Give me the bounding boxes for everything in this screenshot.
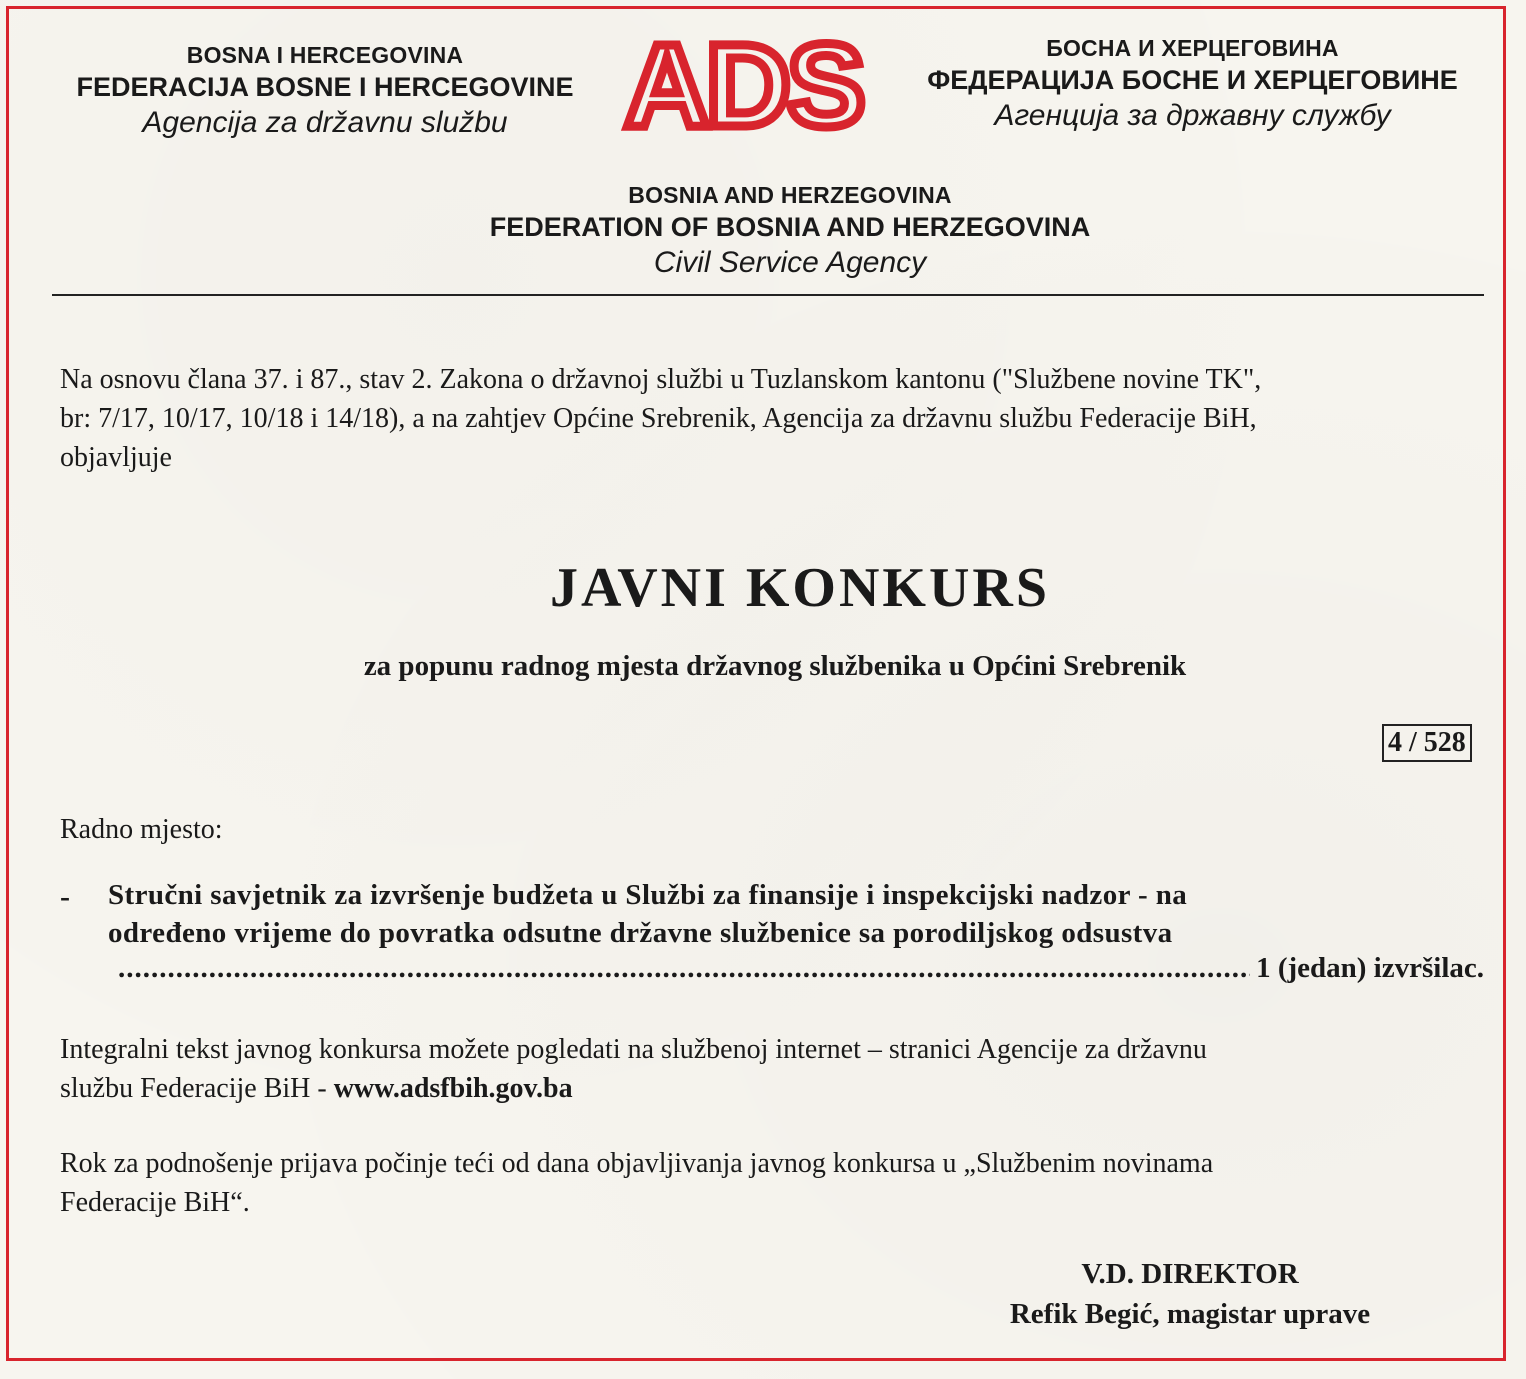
intro-line-1: Na osnovu člana 37. i 87., stav 2. Zakona o državnoj službi u Tuzlanskom kantonu ("Službene novine TK", [60, 364, 1262, 395]
position-label: Radno mjesto: [60, 814, 223, 845]
header-latin-country: BOSNA I HERCEGOVINA [186, 42, 464, 68]
integral-text-paragraph [60, 1030, 1490, 1108]
reference-number: 4 / 528 [1382, 724, 1472, 762]
integral-line-2 [60, 1069, 1490, 1108]
notice-subtitle: za popunu radnog mjesta državnog službenika u Općini Srebrenik [363, 650, 1187, 682]
signatory-name: Refik Begić, magistar uprave [1009, 1298, 1371, 1330]
position-description [108, 876, 1484, 952]
position-line-2: određeno vrijeme do povratka odsutne državne službenice sa porodiljskog odsustva [108, 917, 1173, 949]
position-count-row [118, 952, 1484, 992]
deadline-line-2: Federacije BiH“. [60, 1187, 250, 1218]
position-count: 1 (jedan) izvršilac. [1256, 952, 1484, 984]
header-cyrillic-agency: Агенција за државну службу [994, 99, 1391, 132]
ads-logo-text: ADS [624, 28, 862, 134]
header-latin-federation: FEDERACIJA BOSNE I HERCEGOVINE [76, 72, 574, 102]
signatory-title: V.D. DIREKTOR [1081, 1258, 1299, 1290]
position-bullet: - [60, 880, 70, 913]
header-english-agency: Civil Service Agency [653, 246, 927, 279]
intro-line-3: objavljuje [60, 442, 172, 473]
header-english-country: BOSNIA AND HERZEGOVINA [628, 182, 952, 208]
agency-website-link[interactable]: www.adsfbih.gov.ba [333, 1073, 573, 1104]
ads-logo [612, 28, 874, 134]
intro-paragraph [60, 360, 1500, 477]
header-english [440, 180, 1140, 282]
deadline-paragraph [60, 1144, 1490, 1222]
header-divider [52, 294, 1484, 296]
signature-block [960, 1254, 1420, 1334]
header-english-federation: FEDERATION OF BOSNIA AND HERZEGOVINA [489, 212, 1091, 242]
notice-title: JAVNI KONKURS [549, 557, 1051, 619]
deadline-line-1: Rok za podnošenje prijava počinje teći od dana objavljivanja javnog konkursa u „Službenim novinama [60, 1148, 1214, 1179]
header-cyrillic [905, 33, 1480, 135]
header-latin-agency: Agencija za državnu službu [142, 106, 508, 139]
header-cyrillic-federation: ФЕДЕРАЦИЈА БОСНЕ И ХЕРЦЕГОВИНЕ [927, 65, 1458, 95]
header-cyrillic-country: БОСНА И ХЕРЦЕГОВИНА [1046, 35, 1339, 61]
position-line-1: Stručni savjetnik za izvršenje budžeta u Službi za finansije i inspekcijski nadzor - na [108, 879, 1188, 911]
integral-line-2-prefix: službu Federacije BiH - [60, 1073, 327, 1104]
dot-leader [118, 952, 1250, 985]
header-latin [55, 40, 595, 142]
integral-line-1: Integralni tekst javnog konkursa možete pogledati na službenoj internet – stranici Agencije za državnu [60, 1034, 1207, 1065]
intro-line-2: br: 7/17, 10/17, 10/18 i 14/18), a na zahtjev Općine Srebrenik, Agencija za državnu službu Federacije BiH, [60, 403, 1257, 434]
